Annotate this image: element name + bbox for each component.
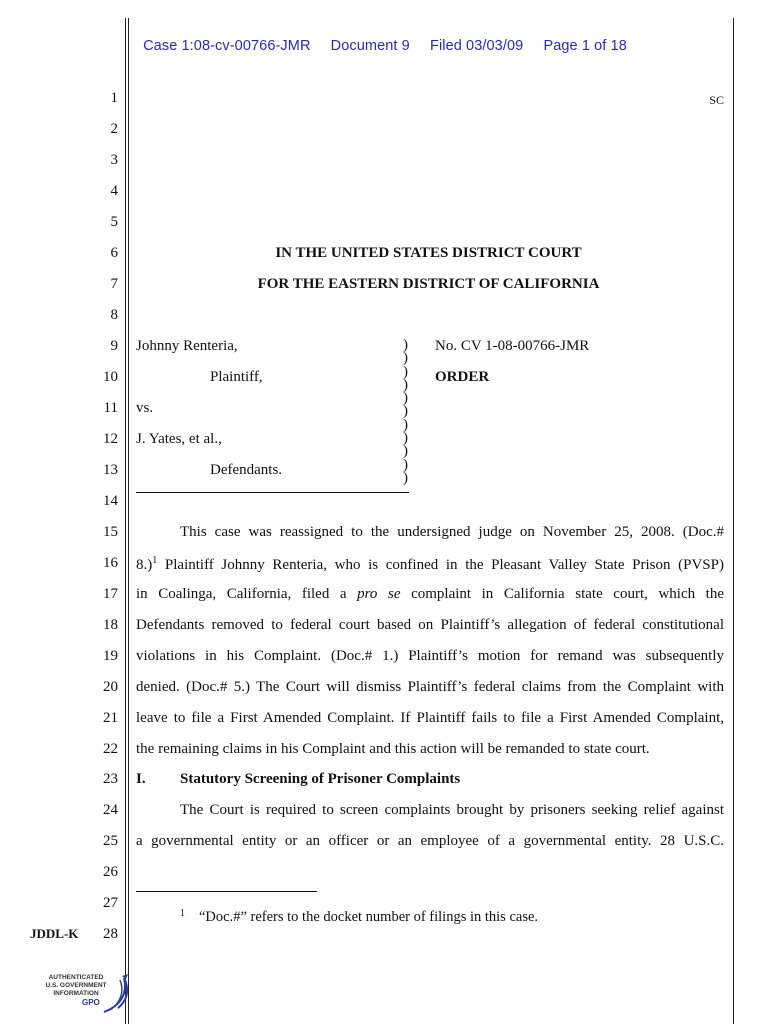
body-line-18: Defendants removed to federal court based on Plaintiff’s allegation of federal constitutional [136, 617, 724, 633]
line-number: 16 [103, 555, 118, 571]
right-margin-rule [733, 18, 734, 1024]
body-line-20: denied. (Doc.# 5.) The Court will dismiss Plaintiff’s federal claims from the Complaint with [136, 679, 724, 695]
line-number: 20 [103, 679, 118, 695]
ecf-header [0, 38, 770, 54]
line-number: 17 [103, 586, 118, 602]
body-line-24: The Court is required to screen complaints brought by prisoners seeking relief against [180, 802, 724, 818]
line-number: 8 [110, 307, 118, 323]
body-line-16 [136, 555, 724, 574]
left-margin-rule-inner [128, 18, 129, 1024]
corner-mark: SC [709, 93, 724, 107]
line-number: 10 [103, 369, 118, 385]
footnote-text: “Doc.#” refers to the docket number of filings in this case. [199, 909, 539, 925]
line-number: 23 [103, 771, 118, 787]
logo-gpo: GPO [82, 998, 100, 1007]
line-number: 3 [110, 152, 118, 168]
logo-line-2: U.S. GOVERNMENT [45, 982, 107, 989]
line-number: 24 [103, 802, 118, 818]
footnote-ref: 1 [152, 555, 158, 566]
plaintiff-role: Plaintiff, [210, 369, 263, 385]
body-line-15: This case was reassigned to the undersigned judge on November 25, 2008. (Doc.# [180, 524, 724, 540]
body-line-17-a: in Coalinga, California, filed a [136, 586, 358, 602]
header-filed-date: Filed 03/03/09 [430, 38, 524, 54]
court-name: IN THE UNITED STATES DISTRICT COURT [275, 245, 582, 261]
footnote [180, 908, 538, 926]
section-heading: Statutory Screening of Prisoner Complaints [180, 771, 461, 787]
body-line-25: a governmental entity or an officer or an employee of a governmental entity. 28 U.S.C. [136, 833, 724, 849]
line-number: 14 [103, 493, 118, 509]
line-number: 28 [103, 926, 118, 942]
line-number: 4 [110, 183, 118, 199]
line-number: 1 [110, 90, 118, 106]
pro-se-term: pro se [357, 586, 401, 602]
line-number: 6 [110, 245, 118, 261]
chambers-initials: JDDL-K [30, 926, 79, 941]
line-number: 21 [103, 710, 118, 726]
plaintiff-name: Johnny Renteria, [136, 338, 238, 354]
caption-parentheses: ) ) ) ) ) ) ) ) ) ) ) [403, 337, 408, 486]
line-number: 5 [110, 214, 118, 230]
line-number: 18 [103, 617, 118, 633]
header-page-count: Page 1 of 18 [543, 38, 627, 54]
line-number: 19 [103, 648, 118, 664]
left-margin-rule-outer [125, 18, 126, 1024]
body-line-16-b: Plaintiff Johnny Renteria, who is confined in the Pleasant Valley State Prison (PVSP) [157, 557, 724, 573]
document-title: ORDER [435, 369, 490, 385]
line-number: 25 [103, 833, 118, 849]
caption-rule [136, 492, 409, 493]
eagle-icon [98, 972, 134, 1014]
gpo-authentication-logo [40, 972, 140, 1016]
line-number: 15 [103, 524, 118, 540]
court-district: FOR THE EASTERN DISTRICT OF CALIFORNIA [257, 276, 600, 292]
header-document-number: Document 9 [330, 38, 410, 54]
body-line-17 [136, 586, 724, 603]
defendant-name: J. Yates, et al., [136, 431, 222, 447]
case-number: No. CV 1-08-00766-JMR [435, 338, 590, 354]
line-number: 7 [110, 276, 118, 292]
line-number: 26 [103, 864, 118, 880]
body-line-17-b: complaint in California state court, which the [400, 586, 725, 602]
logo-line-3: INFORMATION [53, 990, 99, 997]
logo-line-1: AUTHENTICATED [48, 974, 104, 981]
body-line-16-a: 8.) [136, 557, 153, 573]
line-number: 22 [103, 741, 118, 757]
line-number: 9 [110, 338, 118, 354]
defendant-role: Defendants. [210, 462, 283, 478]
line-number: 13 [103, 462, 118, 478]
header-case-number: Case 1:08-cv-00766-JMR [143, 38, 311, 54]
line-number: 27 [103, 895, 118, 911]
versus: vs. [136, 400, 154, 416]
body-line-22: the remaining claims in his Complaint and this action will be remanded to state court. [136, 741, 650, 757]
footnote-marker: 1 [180, 908, 185, 919]
section-number: I. [136, 771, 146, 787]
footnote-rule [136, 891, 317, 892]
line-number: 12 [103, 431, 118, 447]
body-line-21: leave to file a First Amended Complaint. If Plaintiff fails to file a First Amended Complaint, [136, 710, 724, 726]
body-line-19: violations in his Complaint. (Doc.# 1.) Plaintiff’s motion for remand was subsequently [136, 648, 724, 664]
line-number: 2 [110, 121, 118, 137]
line-number: 11 [103, 400, 118, 416]
